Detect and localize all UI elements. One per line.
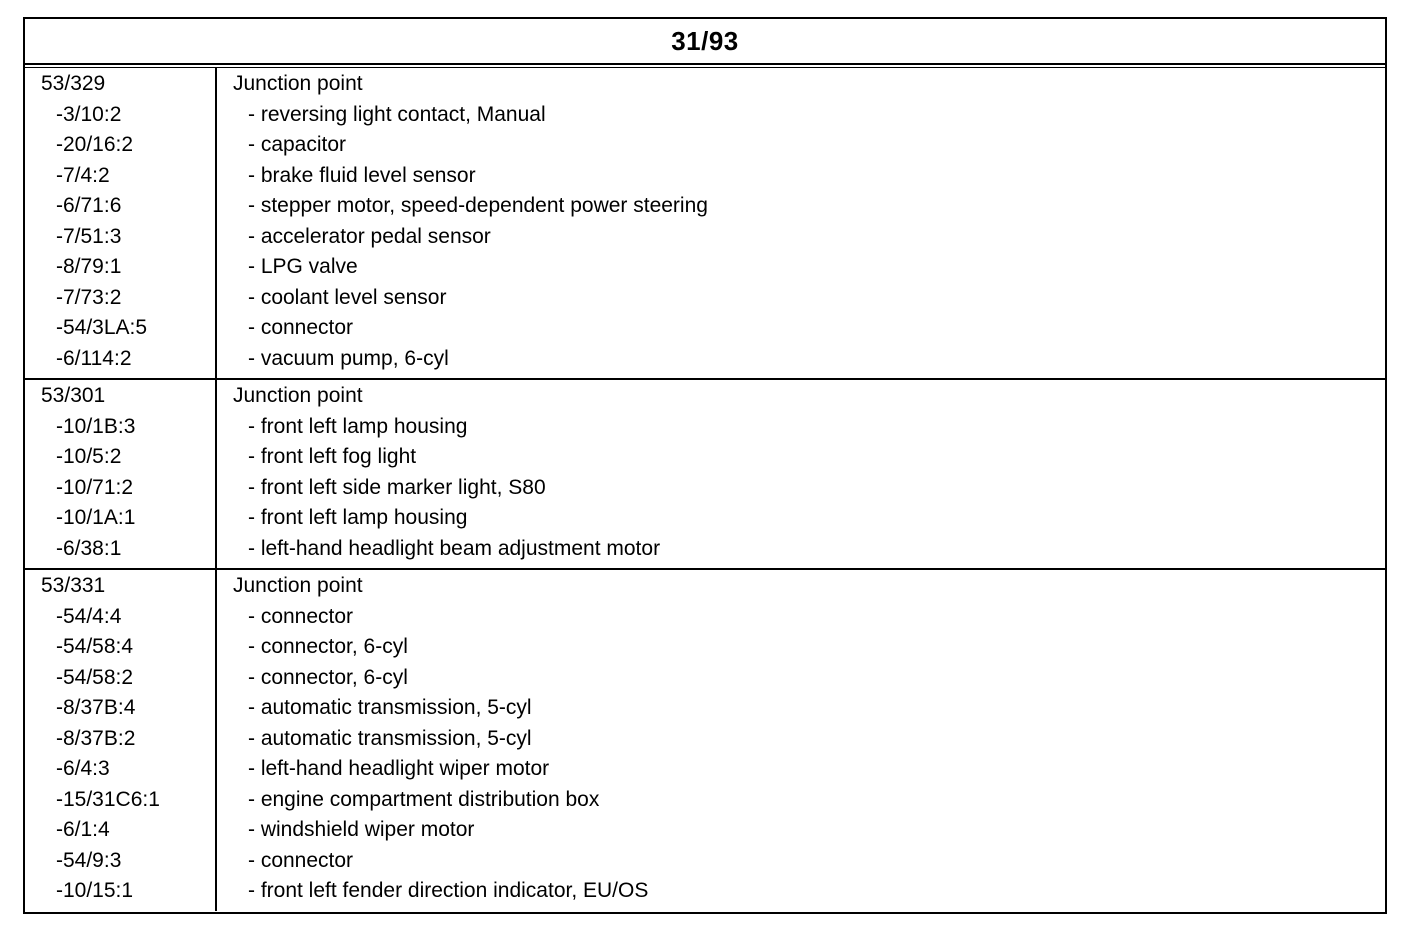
connection-code: -3/10:2 bbox=[56, 102, 122, 126]
junction-group bbox=[25, 68, 1385, 380]
connection-code: -6/71:6 bbox=[56, 194, 122, 217]
connection-code: -20/16:2 bbox=[56, 133, 134, 156]
spacer bbox=[217, 907, 1385, 911]
connection-code: -54/58:4 bbox=[56, 635, 134, 658]
connection-code: -8/37B:2 bbox=[56, 726, 136, 750]
connection-code: -54/3LA:5 bbox=[56, 316, 148, 339]
connection-description: - capacitor bbox=[248, 133, 347, 156]
description-column bbox=[217, 570, 1385, 911]
connection-description: - windshield wiper motor bbox=[248, 818, 475, 841]
connection-description: - stepper motor, speed-dependent power steering bbox=[248, 194, 708, 217]
page-title: 31/93 bbox=[25, 19, 1385, 65]
connection-code: -7/51:3 bbox=[56, 224, 122, 248]
connection-description: - engine compartment distribution box bbox=[248, 787, 600, 811]
connection-description: - front left fender direction indicator, EU/OS bbox=[248, 879, 649, 902]
groups-container bbox=[25, 68, 1385, 911]
junction-group bbox=[25, 380, 1385, 570]
connection-code: -8/79:1 bbox=[56, 255, 122, 278]
spacer bbox=[25, 374, 215, 378]
spacer bbox=[217, 564, 1385, 568]
connection-description: - left-hand headlight wiper motor bbox=[248, 757, 550, 780]
connection-code: -10/71:2 bbox=[56, 475, 134, 499]
connection-code: -6/38:1 bbox=[56, 536, 122, 560]
connection-code: -10/1A:1 bbox=[56, 506, 136, 529]
connection-code: -8/37B:4 bbox=[56, 696, 136, 719]
code-column bbox=[25, 68, 217, 378]
connection-description: - LPG valve bbox=[248, 255, 358, 278]
connection-code: -7/73:2 bbox=[56, 285, 122, 309]
junction-table bbox=[23, 17, 1387, 914]
spacer bbox=[25, 907, 215, 911]
connection-code: -6/4:3 bbox=[56, 757, 110, 780]
junction-group bbox=[25, 570, 1385, 911]
connection-description: - coolant level sensor bbox=[248, 285, 447, 309]
junction-label: Junction point bbox=[233, 384, 363, 407]
junction-id: 53/329 bbox=[41, 72, 106, 95]
connection-code: -6/114:2 bbox=[56, 346, 132, 370]
connection-code: -54/4:4 bbox=[56, 604, 122, 628]
connection-code: -7/4:2 bbox=[56, 163, 110, 187]
description-column bbox=[217, 68, 1385, 378]
description-column bbox=[217, 380, 1385, 568]
connection-description: - brake fluid level sensor bbox=[248, 163, 476, 187]
connection-description: - connector bbox=[248, 604, 354, 628]
connection-description: - front left fog light bbox=[248, 445, 417, 468]
code-column bbox=[25, 380, 217, 568]
connection-code: -10/1B:3 bbox=[56, 414, 136, 438]
code-column bbox=[25, 570, 217, 911]
junction-id: 53/331 bbox=[41, 574, 106, 597]
connection-code: -15/31C6:1 bbox=[56, 787, 160, 811]
connection-description: - front left lamp housing bbox=[248, 506, 468, 529]
connection-description: - automatic transmission, 5-cyl bbox=[248, 726, 532, 750]
connection-description: - connector, 6-cyl bbox=[248, 665, 408, 689]
connection-description: - connector bbox=[248, 848, 354, 872]
spacer bbox=[25, 564, 215, 568]
connection-description: - vacuum pump, 6-cyl bbox=[248, 346, 449, 370]
connection-description: - front left lamp housing bbox=[248, 414, 468, 438]
connection-description: - left-hand headlight beam adjustment motor bbox=[248, 536, 661, 560]
connection-description: - automatic transmission, 5-cyl bbox=[248, 696, 532, 719]
connection-description: - front left side marker light, S80 bbox=[248, 475, 546, 499]
connection-code: -54/58:2 bbox=[56, 665, 134, 689]
connection-code: -6/1:4 bbox=[56, 818, 110, 841]
connection-code: -10/5:2 bbox=[56, 445, 122, 468]
connection-description: - reversing light contact, Manual bbox=[248, 102, 546, 126]
connection-code: -54/9:3 bbox=[56, 848, 122, 872]
spacer bbox=[217, 374, 1385, 378]
junction-label: Junction point bbox=[233, 574, 363, 597]
connection-description: - accelerator pedal sensor bbox=[248, 224, 491, 248]
junction-label: Junction point bbox=[233, 72, 363, 95]
junction-id: 53/301 bbox=[41, 384, 106, 407]
connection-code: -10/15:1 bbox=[56, 879, 134, 902]
connection-description: - connector bbox=[248, 316, 354, 339]
connection-description: - connector, 6-cyl bbox=[248, 635, 408, 658]
